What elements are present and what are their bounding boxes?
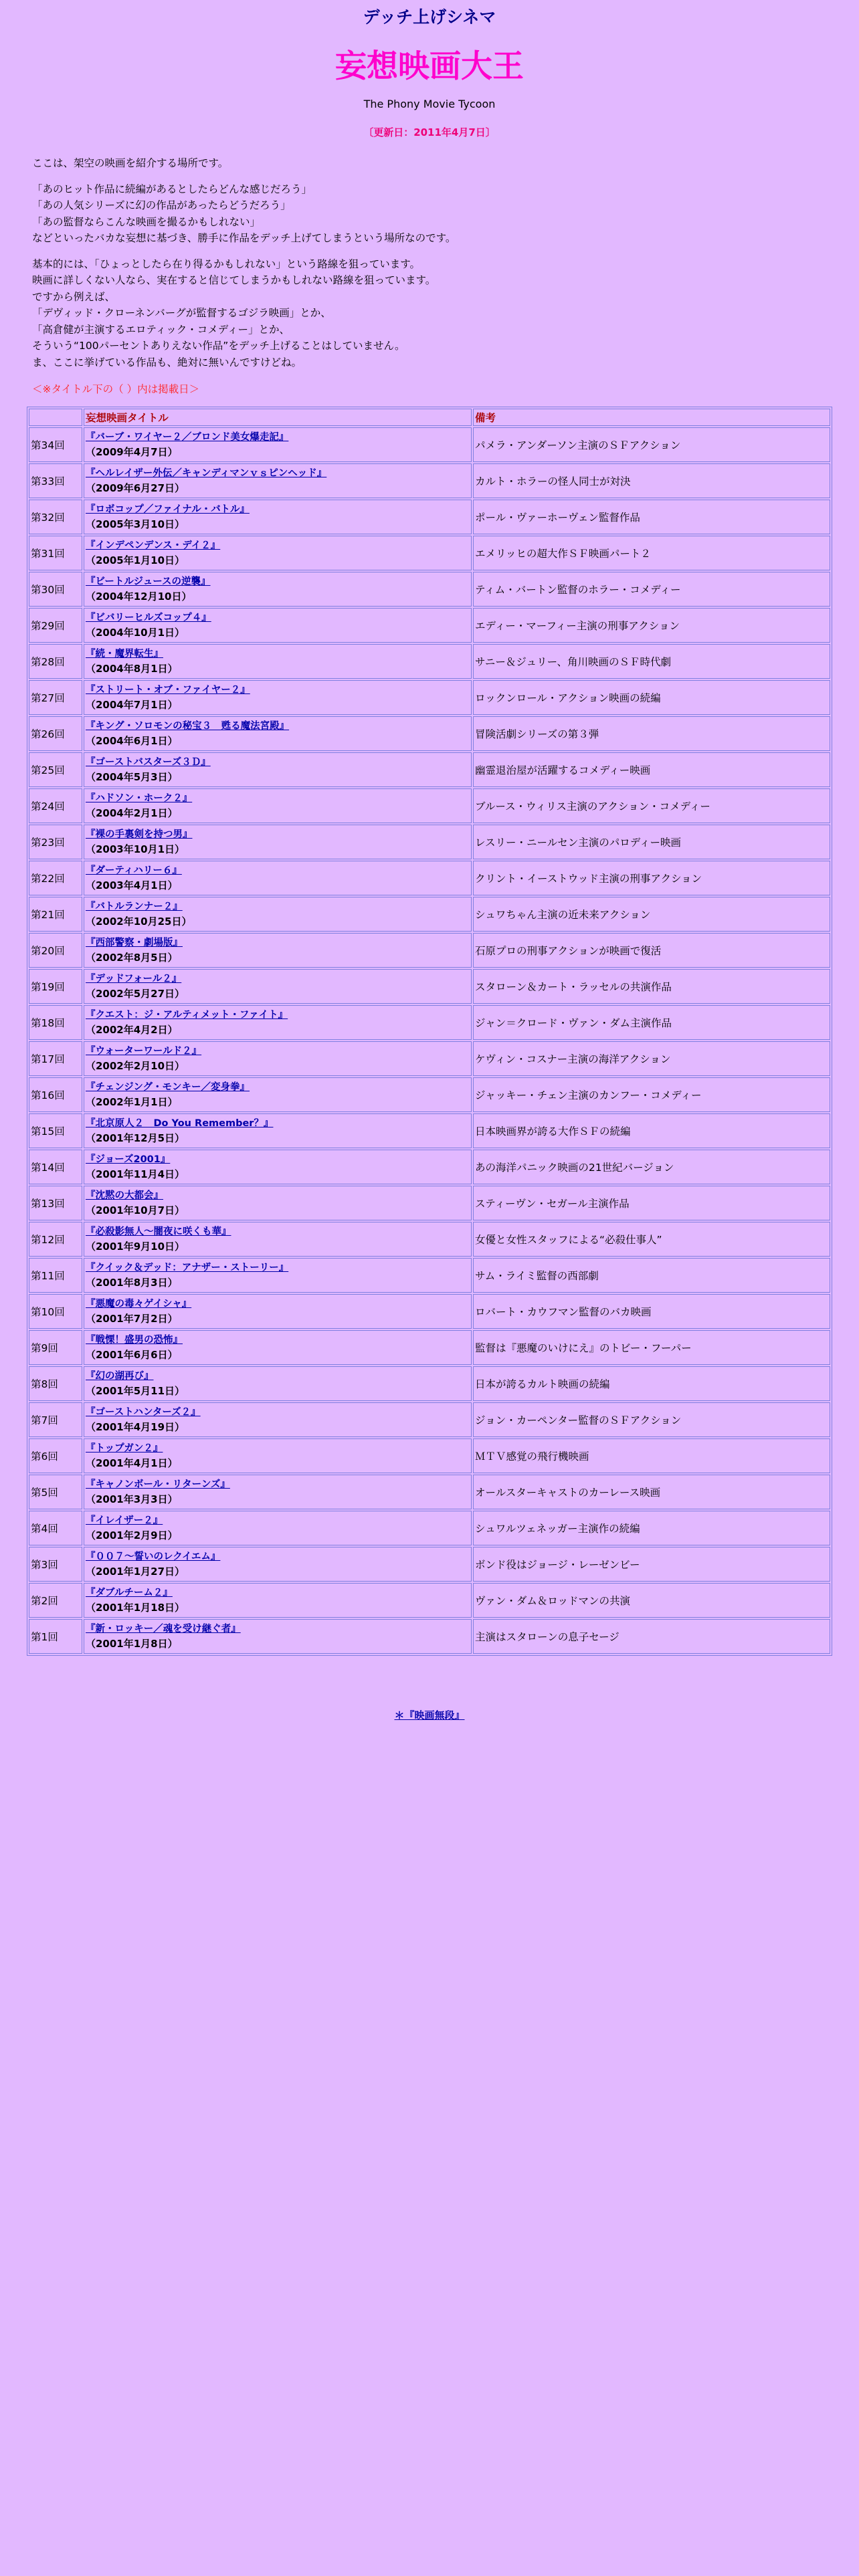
table-header-row — [29, 409, 830, 426]
episode-cell: 第8回 — [29, 1366, 82, 1401]
table-row — [29, 1366, 830, 1401]
film-title-link[interactable]: 『クエスト：ジ・アルティメット・ファイト』 — [86, 1010, 288, 1021]
film-title-link[interactable]: 『ビートルジュースの逆襲』 — [86, 576, 211, 587]
episode-cell: 第10回 — [29, 1294, 82, 1329]
post-date: （2001年4月1日） — [86, 1457, 178, 1469]
episode-cell: 第20回 — [29, 933, 82, 968]
post-date: （2001年8月3日） — [86, 1277, 178, 1289]
episode-cell: 第14回 — [29, 1150, 82, 1184]
post-date: （2002年2月10日） — [86, 1060, 185, 1072]
intro-line: 「あの監督ならこんな映画を撮るかもしれない」 — [32, 215, 261, 228]
note-cell: 石原プロの刑事アクションが映画で復活 — [473, 933, 830, 968]
table-row — [29, 1222, 830, 1257]
header-note: 備考 — [473, 409, 830, 426]
post-date: （2001年1月27日） — [86, 1566, 185, 1578]
episode-cell: 第7回 — [29, 1402, 82, 1437]
title-cell — [84, 1186, 472, 1220]
post-date: （2001年1月8日） — [86, 1638, 178, 1650]
note-cell: パメラ・アンダーソン主演のＳＦアクション — [473, 427, 830, 462]
table-row — [29, 716, 830, 751]
post-date: （2001年5月11日） — [86, 1385, 185, 1397]
title-cell — [84, 933, 472, 968]
film-title-link[interactable]: 『沈黙の大都会』 — [86, 1190, 163, 1201]
note-cell: ケヴィン・コスナー主演の海洋アクション — [473, 1041, 830, 1076]
title-cell — [84, 1475, 472, 1509]
title-cell — [84, 1547, 472, 1582]
note-cell: 日本映画界が誇る大作ＳＦの続編 — [473, 1113, 830, 1148]
film-title-link[interactable]: 『ジョーズ2001』 — [86, 1154, 171, 1165]
post-date: （2004年2月1日） — [86, 807, 178, 819]
title-cell — [84, 1077, 472, 1112]
film-title-link[interactable]: 『ロボコップ／ファイナル・バトル』 — [86, 504, 250, 515]
post-date: （2009年6月27日） — [86, 482, 185, 494]
table-row — [29, 788, 830, 823]
intro-line: 「デヴィッド・クローネンバーグが監督するゴジラ映画」とか、 — [32, 307, 331, 319]
episode-cell: 第13回 — [29, 1186, 82, 1220]
episode-cell: 第16回 — [29, 1077, 82, 1112]
post-date: （2005年1月10日） — [86, 554, 185, 566]
page-title: 妄想映画大王 — [335, 48, 524, 85]
note-cell: ブルース・ウィリス主演のアクション・コメディー — [473, 788, 830, 823]
post-date: （2001年1月18日） — [86, 1602, 185, 1614]
title-cell — [84, 1113, 472, 1148]
title-cell — [84, 752, 472, 787]
episode-cell: 第5回 — [29, 1475, 82, 1509]
title-cell — [84, 1511, 472, 1545]
title-cell — [84, 1583, 472, 1618]
note-cell: ＭＴＶ感覚の飛行機映画 — [473, 1438, 830, 1473]
title-cell — [84, 463, 472, 498]
intro-line: ですから例えば、 — [32, 290, 116, 303]
note-cell: ジャッキー・チェン主演のカンフー・コメディー — [473, 1077, 830, 1112]
post-date: （2001年6月6日） — [86, 1349, 178, 1361]
title-cell — [84, 969, 472, 1004]
note-cell: ロックンロール・アクション映画の続編 — [473, 680, 830, 715]
table-row — [29, 1294, 830, 1329]
page-container — [27, 0, 832, 1722]
note-cell: クリント・イーストウッド主演の刑事アクション — [473, 861, 830, 895]
film-title-link[interactable]: 『キング・ソロモンの秘宝３ 甦る魔法宮殿』 — [86, 721, 290, 732]
post-date: （2001年3月3日） — [86, 1493, 178, 1505]
note-cell: スティーヴン・セガール主演作品 — [473, 1186, 830, 1220]
note-cell: ジョン・カーペンター監督のＳＦアクション — [473, 1402, 830, 1437]
episode-cell: 第18回 — [29, 1005, 82, 1040]
episode-cell: 第34回 — [29, 427, 82, 462]
table-row — [29, 933, 830, 968]
episode-cell: 第21回 — [29, 897, 82, 932]
episode-cell: 第15回 — [29, 1113, 82, 1148]
film-title-link[interactable]: 『クイック＆デッド：アナザー・ストーリー』 — [86, 1263, 289, 1273]
intro-line: 「あの人気シリーズに幻の作品があったらどうだろう」 — [32, 199, 291, 211]
table-row — [29, 644, 830, 679]
post-date: （2001年9月10日） — [86, 1241, 185, 1253]
post-date: （2002年4月2日） — [86, 1024, 178, 1036]
note-cell: 女優と女性スタッフによる“必殺仕事人” — [473, 1222, 830, 1257]
film-title-link[interactable]: 『裸の手裏剣を持つ男』 — [86, 829, 193, 840]
intro-line: 「あのヒット作品に続編があるとしたらどんな感じだろう」 — [32, 183, 312, 195]
film-title-link[interactable]: 『ゴーストハンターズ２』 — [86, 1407, 201, 1418]
film-title-link[interactable]: 『インデペンデンス・デイ２』 — [86, 540, 221, 551]
film-title-link[interactable]: 『バーブ・ワイヤー２／ブロンド美女爆走記』 — [86, 432, 289, 443]
header-episode — [29, 409, 82, 426]
note-cell: オールスターキャストのカーレース映画 — [473, 1475, 830, 1509]
table-row — [29, 1113, 830, 1148]
film-title-link[interactable]: 『ダブルチーム２』 — [86, 1588, 173, 1598]
table-row — [29, 1150, 830, 1184]
note-cell: 冒険活劇シリーズの第３弾 — [473, 716, 830, 751]
table-row — [29, 1619, 830, 1654]
note-cell: サム・ライミ監督の西部劇 — [473, 1258, 830, 1293]
note-cell: 日本が誇るカルト映画の続編 — [473, 1366, 830, 1401]
episode-cell: 第24回 — [29, 788, 82, 823]
title-cell — [84, 1258, 472, 1293]
table-row — [29, 897, 830, 932]
note-cell: ボンド役はジョージ・レーゼンビー — [473, 1547, 830, 1582]
table-row — [29, 1041, 830, 1076]
intro-line: 「高倉健が主演するエロティック・コメディー」とか、 — [32, 323, 290, 336]
post-date: （2003年10月1日） — [86, 843, 185, 855]
table-row — [29, 1077, 830, 1112]
title-cell — [84, 1438, 472, 1473]
table-row — [29, 1475, 830, 1509]
episode-cell: 第27回 — [29, 680, 82, 715]
episode-cell: 第28回 — [29, 644, 82, 679]
post-date: （2005年3月10日） — [86, 518, 185, 530]
note-cell: 幽霊退治屋が活躍するコメディー映画 — [473, 752, 830, 787]
title-cell — [84, 1041, 472, 1076]
note-cell: カルト・ホラーの怪人同士が対決 — [473, 463, 830, 498]
title-cell — [84, 861, 472, 895]
table-row — [29, 680, 830, 715]
table-row — [29, 463, 830, 498]
footer-link-eiga-mudan[interactable]: ＊『映画無段』 — [394, 1709, 465, 1721]
title-cell — [84, 1366, 472, 1401]
post-date: （2003年4月1日） — [86, 879, 178, 891]
site-name: デッチ上げシネマ — [363, 7, 496, 27]
episode-cell: 第19回 — [29, 969, 82, 1004]
film-title-link[interactable]: 『デッドフォール２』 — [86, 974, 182, 984]
film-title-link[interactable]: 『イレイザー２』 — [86, 1515, 163, 1526]
episode-cell: 第1回 — [29, 1619, 82, 1654]
note-cell: シュワちゃん主演の近未来アクション — [473, 897, 830, 932]
film-title-link[interactable]: 『戦慄！盛男の恐怖』 — [86, 1335, 183, 1346]
table-row — [29, 1547, 830, 1582]
title-cell — [84, 680, 472, 715]
film-title-link[interactable]: 『ハドソン・ホーク２』 — [86, 793, 193, 804]
episode-cell: 第23回 — [29, 825, 82, 859]
intro-line: そういう“100パーセントありえない作品”をデッチ上げることはしていません。 — [32, 340, 405, 352]
note-cell: シュワルツェネッガー主演作の続編 — [473, 1511, 830, 1545]
post-date: （2001年10月7日） — [86, 1204, 185, 1216]
table-row — [29, 1511, 830, 1545]
note-cell: エディー・マーフィー主演の刑事アクション — [473, 608, 830, 643]
episode-cell: 第3回 — [29, 1547, 82, 1582]
intro-line: 映画に詳しくない人なら、実在すると信じてしまうかもしれない路線を狙っています。 — [32, 274, 436, 286]
intro-section — [32, 155, 832, 370]
title-cell — [84, 1005, 472, 1040]
title-cell — [84, 572, 472, 607]
note-cell: サニー＆ジュリー、角川映画のＳＦ時代劇 — [473, 644, 830, 679]
episode-cell: 第6回 — [29, 1438, 82, 1473]
title-cell — [84, 536, 472, 570]
post-date: （2004年7月1日） — [86, 699, 178, 711]
title-cell — [84, 644, 472, 679]
note-cell: エメリッヒの超大作ＳＦ映画パート２ — [473, 536, 830, 570]
episode-cell: 第33回 — [29, 463, 82, 498]
date-note: ＜※タイトル下の（ ）内は掲載日＞ — [32, 383, 200, 395]
post-date: （2001年11月4日） — [86, 1168, 185, 1180]
table-row — [29, 1186, 830, 1220]
post-date: （2002年5月27日） — [86, 988, 185, 1000]
intro-line: などといったバカな妄想に基づき、勝手に作品をデッチ上げてしまうという場所なのです。 — [32, 232, 456, 244]
post-date: （2004年5月3日） — [86, 771, 178, 783]
post-date: （2001年12月5日） — [86, 1132, 185, 1144]
table-row — [29, 752, 830, 787]
note-cell: ティム・バートン監督のホラー・コメディー — [473, 572, 830, 607]
table-row — [29, 861, 830, 895]
film-title-link[interactable]: 『ヘルレイザー外伝／キャンディマンｖｓピンヘッド』 — [86, 468, 327, 479]
film-title-link[interactable]: 『ゴーストバスターズ３Ｄ』 — [86, 757, 211, 768]
title-cell — [84, 716, 472, 751]
table-row — [29, 500, 830, 534]
episode-cell: 第12回 — [29, 1222, 82, 1257]
title-cell — [84, 897, 472, 932]
table-row — [29, 572, 830, 607]
title-cell — [84, 1619, 472, 1654]
episode-cell: 第4回 — [29, 1511, 82, 1545]
footer — [27, 1708, 832, 1722]
film-title-link[interactable]: 『ストリート・オブ・ファイヤー２』 — [86, 685, 250, 695]
film-table-body — [29, 427, 830, 1654]
table-row — [29, 1402, 830, 1437]
post-date: （2004年10月1日） — [86, 627, 185, 639]
note-cell: ジャン＝クロード・ヴァン・ダム主演作品 — [473, 1005, 830, 1040]
table-row — [29, 427, 830, 462]
table-row — [29, 1005, 830, 1040]
post-date: （2002年1月1日） — [86, 1096, 178, 1108]
film-title-link[interactable]: 『キャノンボール・リターンズ』 — [86, 1479, 230, 1490]
updated-date: 〔更新日：2011年4月7日〕 — [363, 126, 496, 138]
note-cell: ヴァン・ダム＆ロッドマンの共演 — [473, 1583, 830, 1618]
title-cell — [84, 608, 472, 643]
title-cell — [84, 500, 472, 534]
post-date: （2004年12月10日） — [86, 591, 192, 603]
intro-line: ここは、架空の映画を紹介する場所です。 — [32, 157, 229, 169]
table-row — [29, 536, 830, 570]
intro-paragraph-1 — [32, 155, 832, 172]
table-row — [29, 608, 830, 643]
post-date: （2002年10月25日） — [86, 916, 192, 928]
episode-cell: 第31回 — [29, 536, 82, 570]
film-title-link[interactable]: 『ダーティハリー６』 — [86, 865, 182, 876]
film-title-link[interactable]: 『西部警察・劇場版』 — [86, 938, 183, 948]
episode-cell: 第30回 — [29, 572, 82, 607]
episode-cell: 第9回 — [29, 1330, 82, 1365]
film-title-link[interactable]: 『新・ロッキー／魂を受け継ぐ者』 — [86, 1624, 241, 1634]
episode-cell: 第32回 — [29, 500, 82, 534]
film-title-link[interactable]: 『必殺影無人～闇夜に咲くも華』 — [86, 1226, 231, 1237]
episode-cell: 第25回 — [29, 752, 82, 787]
note-cell: 監督は『悪魔のいけにえ』のトビー・フーパー — [473, 1330, 830, 1365]
table-row — [29, 1330, 830, 1365]
intro-line: ま、ここに挙げている作品も、絶対に無いんですけどね。 — [32, 356, 302, 368]
episode-cell: 第11回 — [29, 1258, 82, 1293]
table-row — [29, 969, 830, 1004]
post-date: （2009年4月7日） — [86, 446, 178, 458]
note-cell: あの海洋パニック映画の21世紀バージョン — [473, 1150, 830, 1184]
film-title-link[interactable]: 『トップガン２』 — [86, 1443, 163, 1454]
film-title-link[interactable]: 『ウォーターワールド２』 — [86, 1046, 202, 1057]
film-title-link[interactable]: 『北京原人２ Do You Remember？』 — [86, 1118, 274, 1129]
intro-paragraph-3 — [32, 256, 832, 371]
episode-cell: 第29回 — [29, 608, 82, 643]
note-cell: ロバート・カウフマン監督のバカ映画 — [473, 1294, 830, 1329]
episode-cell: 第17回 — [29, 1041, 82, 1076]
table-row — [29, 1583, 830, 1618]
title-cell — [84, 788, 472, 823]
episode-cell: 第26回 — [29, 716, 82, 751]
title-cell — [84, 825, 472, 859]
note-cell: スタローン＆カート・ラッセルの共演作品 — [473, 969, 830, 1004]
title-cell — [84, 1222, 472, 1257]
episode-cell: 第22回 — [29, 861, 82, 895]
title-cell — [84, 427, 472, 462]
note-cell: 主演はスタローンの息子セージ — [473, 1619, 830, 1654]
film-title-link[interactable]: 『幻の湖再び』 — [86, 1371, 154, 1382]
title-cell — [84, 1294, 472, 1329]
post-date: （2004年8月1日） — [86, 663, 178, 675]
title-cell — [84, 1402, 472, 1437]
post-date: （2001年4月19日） — [86, 1421, 185, 1433]
film-title-link[interactable]: 『チェンジング・モンキー／変身拳』 — [86, 1082, 250, 1093]
post-date: （2001年7月2日） — [86, 1313, 178, 1325]
film-table — [27, 407, 832, 1656]
note-cell: ポール・ヴァーホーヴェン監督作品 — [473, 500, 830, 534]
table-row — [29, 1438, 830, 1473]
film-title-link[interactable]: 『続・魔界転生』 — [86, 649, 163, 659]
episode-cell: 第2回 — [29, 1583, 82, 1618]
film-title-link[interactable]: 『００７～誓いのレクイエム』 — [86, 1551, 221, 1562]
post-date: （2004年6月1日） — [86, 735, 178, 747]
post-date: （2002年8月5日） — [86, 952, 178, 964]
intro-line: 基本的には、「ひょっとしたら在り得るかもしれない」という路線を狙っています。 — [32, 257, 421, 270]
film-title-link[interactable]: 『バトルランナー２』 — [86, 901, 183, 912]
page-subtitle: The Phony Movie Tycoon — [363, 98, 496, 110]
title-cell — [84, 1330, 472, 1365]
note-cell: レスリー・ニールセン主演のパロディー映画 — [473, 825, 830, 859]
film-title-link[interactable]: 『悪魔の毒々ゲイシャ』 — [86, 1299, 192, 1309]
table-row — [29, 825, 830, 859]
intro-paragraph-2 — [32, 181, 832, 247]
table-row — [29, 1258, 830, 1293]
film-title-link[interactable]: 『ビバリーヒルズコップ４』 — [86, 613, 211, 623]
post-date: （2001年2月9日） — [86, 1529, 178, 1541]
header-title: 妄想映画タイトル — [84, 409, 472, 426]
title-cell — [84, 1150, 472, 1184]
